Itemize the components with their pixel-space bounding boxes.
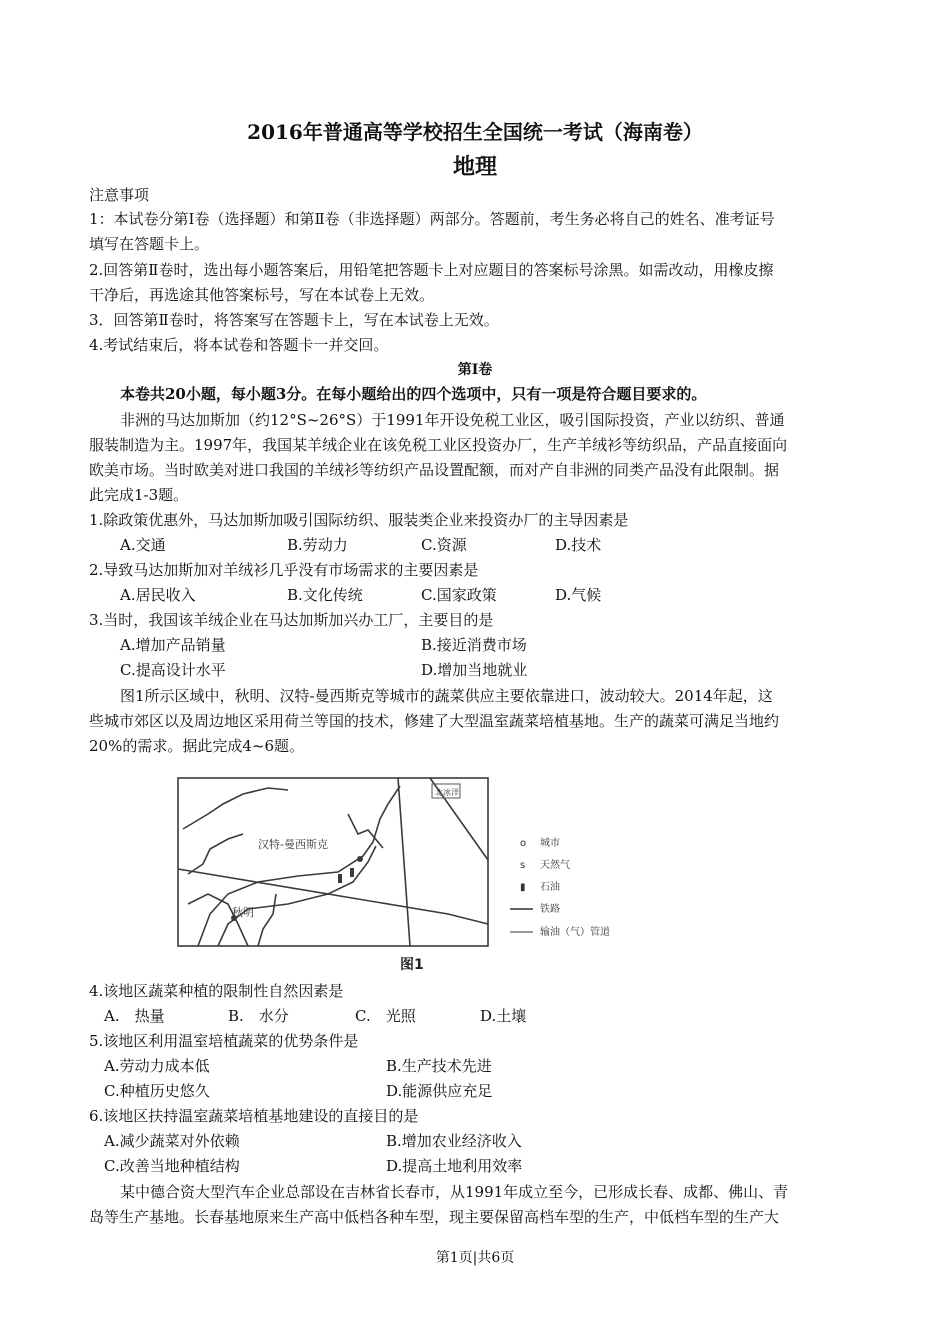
- passage-line: 岛等生产基地。长春基地原来生产高中低档各种车型，现主要保留高档车型的生产，中低档车型的生产大: [89, 1208, 780, 1226]
- legend-railway: 铁路: [540, 904, 560, 915]
- legend-gas: 天然气: [540, 860, 570, 871]
- option-d: D.气候: [555, 586, 602, 604]
- passage-line: 欧美市场。当时欧美对进口我国的羊绒衫等纺织产品设置配额，而对产自非洲的同类产品没有此限制。据: [89, 461, 780, 479]
- section-title: 第Ⅰ卷: [457, 362, 493, 378]
- passage-line: 此完成1-3题。: [89, 486, 189, 504]
- legend-pipeline: 输油（气）管道: [540, 927, 610, 938]
- note-line: 干净后，再选途其他答案标号，写在本试卷上无效。: [89, 286, 435, 304]
- option-c: C.提高设计水平: [120, 661, 226, 679]
- passage-line: 些城市郊区以及周边地区采用荷兰等国的技术，修建了大型温室蔬菜培植基地。生产的蔬菜可满足当地约: [89, 712, 780, 730]
- question-stem: 5.该地区利用温室培植蔬菜的优势条件是: [89, 1032, 359, 1050]
- option-d: D.提高土地利用效率: [386, 1157, 523, 1175]
- question-stem: 3.当时，我国该羊绒企业在马达加斯加兴办工厂，主要目的是: [89, 611, 494, 629]
- option-d: D.技术: [555, 536, 602, 554]
- river-line: [183, 788, 288, 829]
- option-a: A.劳动力成本低: [104, 1057, 210, 1075]
- corner-label: 北冰洋: [435, 788, 459, 797]
- subject-title: 地理: [452, 154, 497, 180]
- passage-line: 某中德合资大型汽车企业总部设在吉林省长春市，从1991年成立至今，已形成长春、成都、佛山、青: [120, 1183, 789, 1201]
- legend-oil: 石油: [540, 882, 560, 893]
- oil-marker: [338, 874, 342, 883]
- note-line: 2.回答第Ⅱ卷时，选出每小题答案后，用铅笔把答题卡上对应题目的答案标号涂黑。如需改动，用橡皮擦: [89, 261, 774, 279]
- option-b: B.增加农业经济收入: [386, 1132, 522, 1150]
- river-line: [188, 834, 243, 874]
- note-line: 3．回答第Ⅱ卷时，将答案写在答题卡上，写在本试卷上无效。: [89, 311, 499, 329]
- option-c: C. 光照: [355, 1007, 416, 1025]
- passage-line: 非洲的马达加斯加（约12°S~26°S）于1991年开设免税工业区，吸引国际投资，产业以纺织、普通: [120, 411, 785, 429]
- legend-symbol-city: o: [520, 838, 527, 849]
- option-d: D.能源供应充足: [386, 1082, 493, 1100]
- passage-line: 图1所示区域中，秋明、汉特-曼西斯克等城市的蔬菜供应主要依靠进口，波动较大。2014年起，这: [120, 687, 773, 705]
- legend-symbol-gas: s: [520, 860, 526, 871]
- note-line: 1：本试卷分第Ⅰ卷（选择题）和第Ⅱ卷（非选择题）两部分。答题前，考生务必将自己的姓名、准考证号: [89, 210, 775, 228]
- notes-heading: 注意事项: [89, 186, 150, 204]
- legend-city: 城市: [540, 838, 560, 849]
- section-instruction: 本卷共20小题，每小题3分。在每小题给出的四个选项中，只有一项是符合题目要求的。: [120, 385, 707, 403]
- map-svg: [148, 764, 688, 974]
- option-a: A.居民收入: [120, 586, 196, 604]
- question-stem: 6.该地区扶持温室蔬菜培植基地建设的直接目的是: [89, 1107, 419, 1125]
- passage-line: 服装制造为主。1997年，我国某羊绒企业在该免税工业区投资办厂，生产羊绒衫等纺织品，产品直接面向: [89, 436, 788, 454]
- passage-line: 20%的需求。据此完成4~6题。: [89, 737, 304, 755]
- oil-marker: [350, 868, 354, 877]
- option-d: D.增加当地就业: [421, 661, 528, 679]
- note-line: 填写在答题卡上。: [89, 235, 210, 253]
- option-b: B.文化传统: [287, 586, 363, 604]
- option-d: D.土壤: [480, 1007, 527, 1025]
- meridian-line: [398, 778, 410, 946]
- railway-line: [198, 786, 400, 946]
- option-b: B. 水分: [228, 1007, 289, 1025]
- map-legend: [510, 836, 610, 938]
- option-a: A. 热量: [104, 1007, 165, 1025]
- legend-symbol-oil: ▮: [520, 882, 526, 893]
- river-line: [348, 814, 383, 848]
- option-b: B.生产技术先进: [386, 1057, 492, 1075]
- figure-1-map: [148, 764, 688, 974]
- city-marker-khanty: [357, 856, 363, 862]
- option-c: C.资源: [421, 536, 467, 554]
- parallel-line: [178, 869, 488, 924]
- river-line: [188, 894, 248, 946]
- option-c: C.改善当地种植结构: [104, 1157, 240, 1175]
- exam-title: 2016年普通高等学校招生全国统一考试（海南卷）: [247, 120, 703, 144]
- question-stem: 2.导致马达加斯加对羊绒衫几乎没有市场需求的主要因素是: [89, 561, 479, 579]
- option-a: A.增加产品销量: [120, 636, 226, 654]
- option-a: A.减少蔬菜对外依赖: [104, 1132, 240, 1150]
- option-b: B.劳动力: [287, 536, 348, 554]
- question-stem: 1.除政策优惠外，马达加斯加吸引国际纺织、服装类企业来投资办厂的主导因素是: [89, 511, 629, 529]
- note-line: 4.考试结束后，将本试卷和答题卡一并交回。: [89, 336, 389, 354]
- page-footer: 第1页|共6页: [435, 1250, 515, 1266]
- option-b: B.接近消费市场: [421, 636, 527, 654]
- city-label-khanty: 汉特-曼西斯克: [258, 838, 328, 851]
- option-a: A.交通: [120, 536, 166, 554]
- city-label-tyumen: 秋明: [232, 906, 254, 919]
- question-stem: 4.该地区蔬菜种植的限制性自然因素是: [89, 982, 344, 1000]
- figure-caption: 图1: [400, 957, 424, 973]
- option-c: C.国家政策: [421, 586, 497, 604]
- option-c: C.种植历史悠久: [104, 1082, 210, 1100]
- river-line: [258, 894, 276, 946]
